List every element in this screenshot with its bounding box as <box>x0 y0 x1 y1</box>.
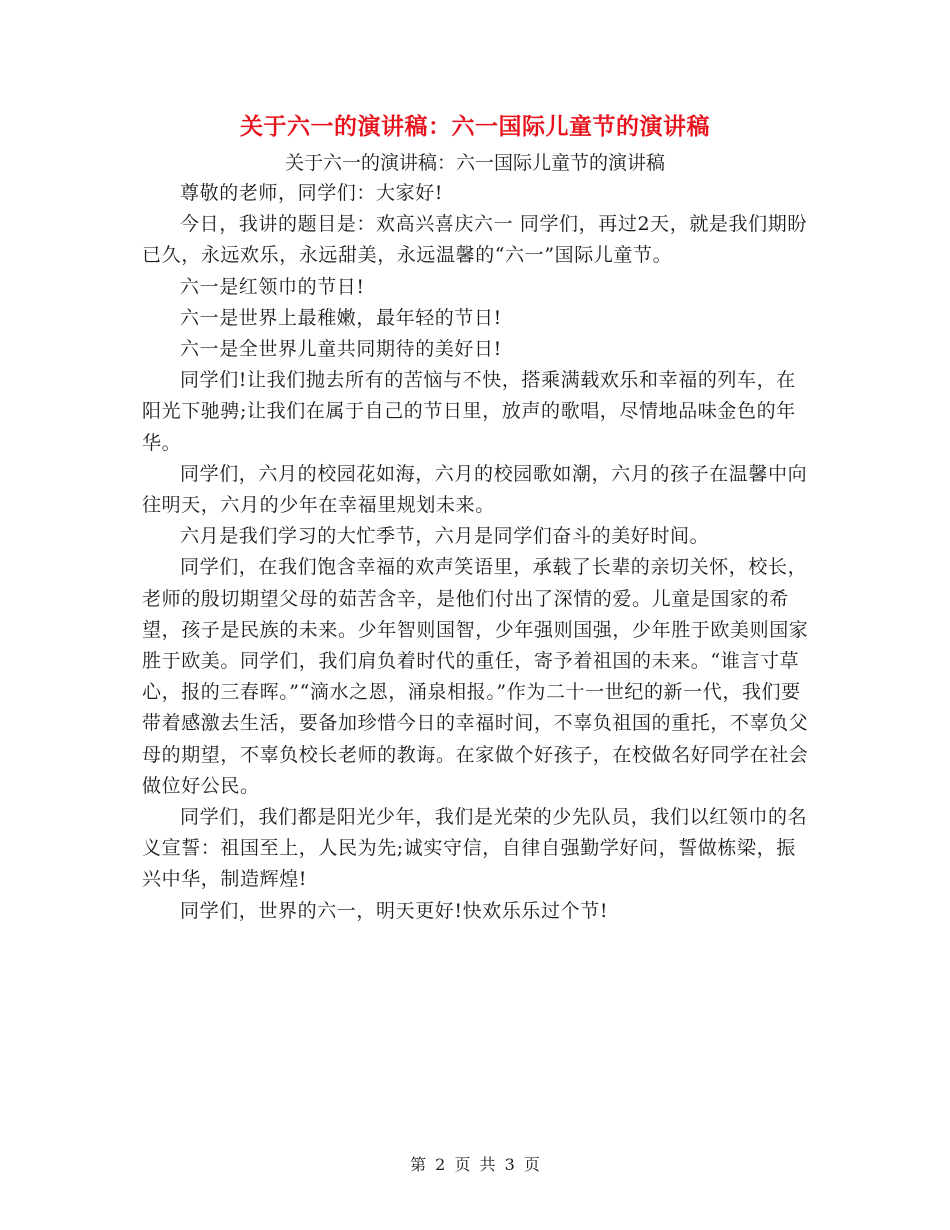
paragraph-gratitude: 同学们，在我们饱含幸福的欢声笑语里，承载了长辈的亲切关怀，校长，老师的殷切期望父母的茹苦含辛，是他们付出了深情的爱。儿童是国家的希望，孩子是民族的未来。少年智则国智，少年强则国强，少年胜于欧美则国家胜于欧美。同学们，我们肩负着时代的重任，寄予着祖国的未来。“谁言寸草心，报的三春晖。”“滴水之恩，涌泉相报。”作为二十一世纪的新一代，我们要带着感激去生活，要备加珍惜今日的幸福时间，不辜负祖国的重托，不辜负父母的期望，不辜负校长老师的教诲。在家做个好孩子，在校做名好同学在社会做位好公民。 <box>142 556 809 797</box>
document-body <box>142 178 812 927</box>
paragraph-red-scarf: 六一是红领巾的节日! <box>180 275 365 298</box>
paragraph-greeting: 尊敬的老师，同学们：大家好! <box>180 182 444 204</box>
page-title: 关于六一的演讲稿：六一国际儿童节的演讲稿 <box>240 113 710 140</box>
paragraph-june-campus: 同学们，六月的校园花如海，六月的校园歌如潮，六月的孩子在温馨中向往明天，六月的少年在幸福里规划未来。 <box>142 462 808 517</box>
page-subtitle: 关于六一的演讲稿：六一国际儿童节的演讲稿 <box>284 152 665 174</box>
paragraph-worldwide: 六一是全世界儿童共同期待的美好日! <box>180 338 502 361</box>
paragraph-oath: 同学们，我们都是阳光少年，我们是光荣的少先队员，我们以红领巾的名义宣誓：祖国至上，人民为先;诚实守信，自律自强勤学好问，誓做栋梁，振兴中华，制造辉煌! <box>142 806 808 891</box>
paragraph-youngest-festival: 六一是世界上最稚嫩，最年轻的节日! <box>180 306 502 329</box>
paragraph-june-season: 六月是我们学习的大忙季节，六月是同学们奋斗的美好时间。 <box>180 525 710 548</box>
paragraph-closing: 同学们，世界的六一，明天更好!快欢乐乐过个节! <box>180 899 609 922</box>
paragraph-topic: 今日，我讲的题目是：欢高兴喜庆六一 同学们，再过2天，就是我们期盼已久，永远欢乐，永远甜美，永远温馨的“六一”国际儿童节。 <box>142 213 807 267</box>
paragraph-train: 同学们!让我们抛去所有的苦恼与不快，搭乘满载欢乐和幸福的列车，在阳光下驰骋;让我们在属于自己的节日里，放声的歌唱，尽情地品味金色的年华。 <box>142 369 796 454</box>
page-footer: 第 2 页 共 3 页 <box>410 1155 540 1174</box>
